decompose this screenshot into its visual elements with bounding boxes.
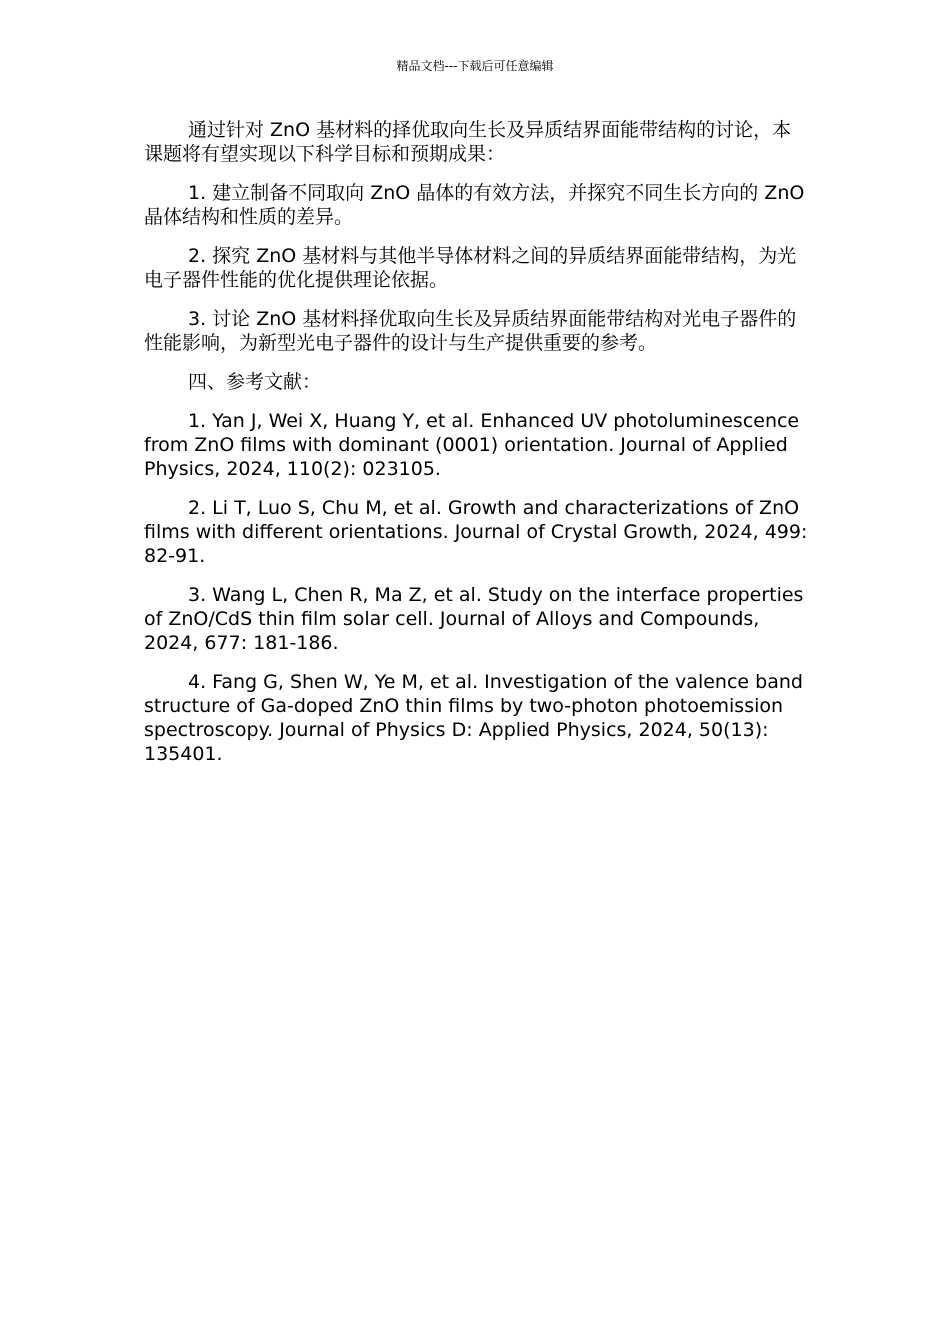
intro-paragraph: 通过针对 ZnO 基材料的择优取向生长及异质结界面能带结构的讨论，本课题将有望实现以下科学目标和预期成果： (144, 119, 792, 165)
reference-item-4: 4. Fang G, Shen W, Ye M, et al. Investigation of the valence band structure of Ga-doped ZnO thin films by two-photon photoemission spectroscopy. Journal of Physics D: Applied Physics, 2024, 50(13): 135401. (144, 671, 803, 765)
document-body (144, 118, 808, 781)
reference-item-1: 1. Yan J, Wei X, Huang Y, et al. Enhanced UV photoluminescence from ZnO films with dominant (0001) orientation. Journal of Applied Physics, 2024, 110(2): 023105. (144, 410, 800, 480)
goal-item-3: 3. 讨论 ZnO 基材料择优取向生长及异质结界面能带结构对光电子器件的性能影响，为新型光电子器件的设计与生产提供重要的参考。 (144, 308, 797, 354)
references-heading: 四、参考文献： (188, 371, 322, 393)
goal-item-1: 1. 建立制备不同取向 ZnO 晶体的有效方法，并探究不同生长方向的 ZnO 晶体结构和性质的差异。 (144, 182, 805, 228)
reference-item-3: 3. Wang L, Chen R, Ma Z, et al. Study on the interface properties of ZnO/CdS thin film solar cell. Journal of Alloys and Compounds, 2024, 677: 181-186. (144, 584, 804, 654)
page-header: 精品文档---下载后可任意编辑 (396, 59, 554, 73)
goal-item-2: 2. 探究 ZnO 基材料与其他半导体材料之间的异质结界面能带结构，为光电子器件性能的优化提供理论依据。 (144, 245, 797, 291)
reference-item-2: 2. Li T, Luo S, Chu M, et al. Growth and characterizations of ZnO films with different orientations. Journal of Crystal Growth, 2024, 499: 82-91. (144, 497, 808, 567)
